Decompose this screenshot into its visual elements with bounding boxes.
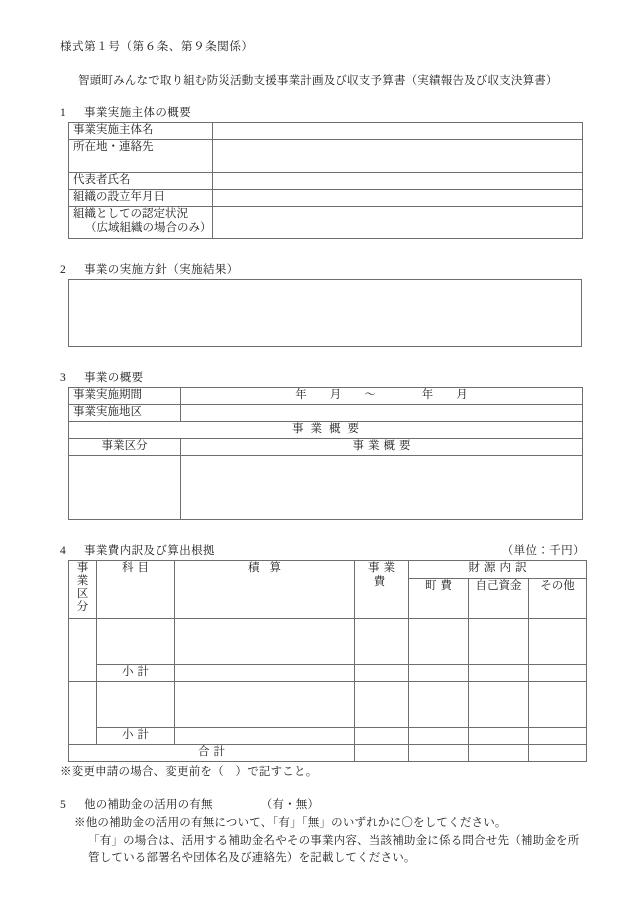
banner-project-overview: 事業概要	[69, 422, 583, 439]
field-self-total[interactable]	[469, 745, 529, 762]
section-2-number: 2	[60, 264, 67, 276]
field-cost-subtotal-1[interactable]	[355, 665, 409, 682]
field-town-subtotal-1[interactable]	[409, 665, 469, 682]
section-5-note-line-1: ※他の補助金の活用の有無について、「有」「無」のいずれかに〇をしてください。	[74, 816, 507, 829]
section-1-heading	[60, 104, 585, 120]
header-division: 事業区分	[69, 439, 181, 456]
label-project-district: 事業実施地区	[69, 405, 181, 422]
field-town-total[interactable]	[409, 745, 469, 762]
spacer	[60, 347, 585, 369]
label-grand-total: 合計	[69, 745, 355, 762]
table-row	[69, 123, 583, 140]
field-cost-subtotal-2[interactable]	[355, 728, 409, 745]
header-business-division-vertical: 事 業 区 分	[76, 562, 89, 613]
table-row	[69, 682, 587, 728]
header-funding-source-group: 財源内訳	[409, 561, 587, 579]
section-4-number: 4	[60, 545, 67, 557]
table-row	[69, 728, 587, 745]
field-cost-g1-r1[interactable]	[355, 619, 409, 665]
label-subtotal-group-1: 小計	[97, 665, 175, 682]
table-row	[69, 456, 583, 520]
field-item-g1-r1[interactable]	[97, 619, 175, 665]
field-self-subtotal-1[interactable]	[469, 665, 529, 682]
header-self-funding: 自己資金	[469, 579, 529, 619]
field-project-period[interactable]: 年 月 ～ 年 月	[181, 388, 583, 405]
section-2-heading	[60, 261, 585, 277]
field-other-subtotal-2[interactable]	[529, 728, 587, 745]
section-5-choice: （有・無）	[260, 799, 320, 811]
section-5	[60, 797, 585, 868]
label-entity-name: 事業実施主体名	[69, 123, 213, 140]
section-5-note-line-2: 「有」の場合は、活用する補助金名やその事業内容、当該補助金に係る問合せ先（補助金を所	[88, 834, 580, 847]
form-number: 様式第１号（第６条、第９条関係）	[60, 41, 254, 53]
field-item-g2-r1[interactable]	[97, 682, 175, 728]
label-project-period: 事業実施期間	[69, 388, 181, 405]
section-4-table	[68, 560, 587, 762]
field-estimate-subtotal-2[interactable]	[175, 728, 355, 745]
label-address-contact: 所在地・連絡先	[69, 140, 213, 173]
section-5-title: 他の補助金の活用の有無	[84, 799, 213, 811]
table-row	[69, 439, 583, 456]
field-other-total[interactable]	[529, 745, 587, 762]
spacer	[60, 520, 585, 542]
section-3-table	[68, 387, 583, 520]
label-subtotal-group-2: 小計	[97, 728, 175, 745]
header-overview: 事業概要	[181, 439, 583, 456]
section-3-number: 3	[60, 372, 67, 384]
spacer	[60, 239, 585, 261]
table-row	[69, 405, 583, 422]
field-estimate-g1-r1[interactable]	[175, 619, 355, 665]
unit-note: （単位：千円）	[501, 545, 585, 557]
section-5-heading	[60, 797, 585, 815]
header-estimate: 積算	[175, 561, 355, 619]
table-row	[69, 173, 583, 190]
field-overview[interactable]	[181, 456, 583, 520]
section-3-title: 事業の概要	[84, 372, 144, 384]
table-row	[69, 388, 583, 405]
label-certification-status-line1: 組織としての認定状況	[73, 208, 188, 220]
section-4-heading	[60, 542, 585, 558]
header-other-funding: その他	[529, 579, 587, 619]
table-row	[69, 190, 583, 207]
field-cost-g2-r1[interactable]	[355, 682, 409, 728]
header-business-division	[69, 561, 97, 619]
label-certification-status-line2: （広域組織の場合のみ）	[85, 222, 212, 235]
field-other-g1-r1[interactable]	[529, 619, 587, 665]
table-row	[69, 665, 587, 682]
section-5-number: 5	[60, 799, 66, 811]
table-header-row	[69, 561, 587, 579]
label-representative-name: 代表者氏名	[69, 173, 213, 190]
field-town-subtotal-2[interactable]	[409, 728, 469, 745]
field-self-g2-r1[interactable]	[469, 682, 529, 728]
field-self-g1-r1[interactable]	[469, 619, 529, 665]
field-division-group-1[interactable]	[69, 619, 97, 682]
header-account-item: 科目	[97, 561, 175, 619]
field-representative-name[interactable]	[213, 173, 583, 190]
field-entity-name[interactable]	[213, 123, 583, 140]
field-project-district[interactable]	[181, 405, 583, 422]
field-other-subtotal-1[interactable]	[529, 665, 587, 682]
field-address-contact[interactable]	[213, 140, 583, 173]
section-1-table	[68, 122, 583, 239]
section-5-note-line-3: 管している部署名や団体名及び連絡先）を記載してください。	[88, 852, 416, 865]
field-estimate-g2-r1[interactable]	[175, 682, 355, 728]
header-project-cost: 事業費	[355, 561, 409, 619]
field-cost-total[interactable]	[355, 745, 409, 762]
field-division-group-2[interactable]	[69, 682, 97, 745]
section-1-title: 事業実施主体の概要	[84, 107, 192, 119]
field-certification-status[interactable]	[213, 207, 583, 239]
table-row	[69, 422, 583, 439]
table-row	[69, 140, 583, 173]
section-4-title: 事業費内訳及び算出根拠	[84, 545, 215, 557]
field-founding-date[interactable]	[213, 190, 583, 207]
field-division[interactable]	[69, 456, 181, 520]
label-certification-status	[69, 207, 213, 239]
field-other-g2-r1[interactable]	[529, 682, 587, 728]
section-3-heading	[60, 369, 585, 385]
section-2-title: 事業の実施方針（実施結果）	[84, 264, 239, 276]
table-row	[69, 619, 587, 665]
field-town-g2-r1[interactable]	[409, 682, 469, 728]
field-town-g1-r1[interactable]	[409, 619, 469, 665]
table-row	[69, 207, 583, 239]
field-estimate-subtotal-1[interactable]	[175, 665, 355, 682]
document-title: 智頭町みんなで取り組む防災活動支援事業計画及び収支予算書（実績報告及び収支決算書）	[78, 75, 558, 87]
field-self-subtotal-2[interactable]	[469, 728, 529, 745]
label-founding-date: 組織の設立年月日	[69, 190, 213, 207]
header-town-expense: 町費	[409, 579, 469, 619]
section-2-textarea[interactable]	[68, 279, 582, 347]
section-4-footnote: ※変更申請の場合、変更前を（ ）で記すこと。	[60, 766, 318, 778]
table-row	[69, 745, 587, 762]
section-1-number: 1	[60, 107, 67, 119]
